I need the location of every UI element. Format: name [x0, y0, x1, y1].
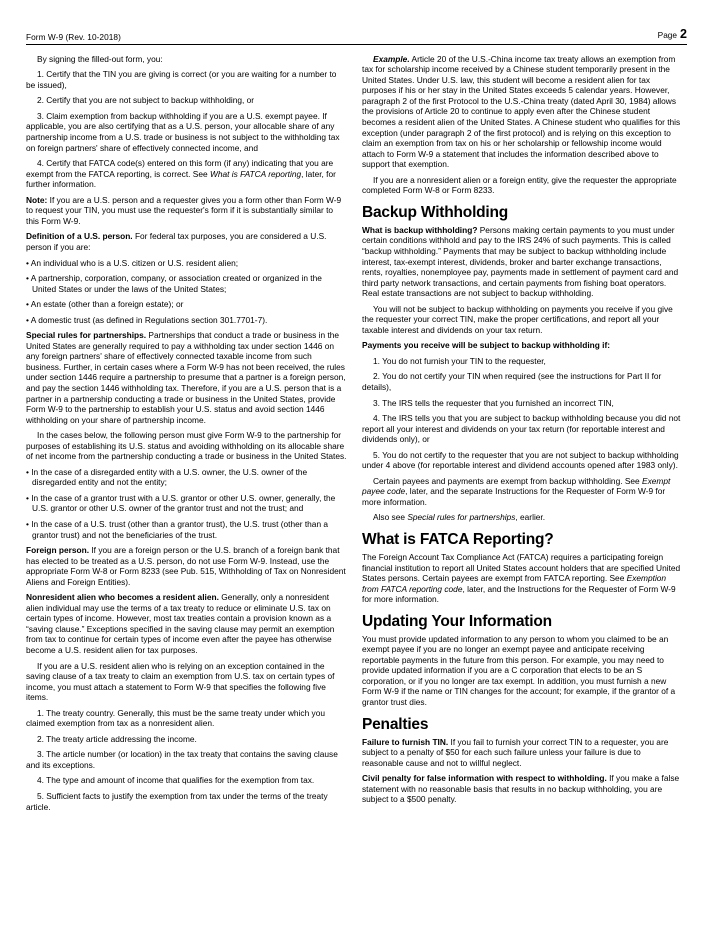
civil-penalty-label: Civil penalty for false information with respect to withholding. [362, 773, 607, 784]
certain-payees-text-b: , later, and the separate Instructions for the Requester of Form W-9 for more information. [362, 486, 666, 507]
bullet-us-trust: • In the case of a U.S. trust (other than a grantor trust), the U.S. trust (other than a grantor trust) and not the beneficiaries of the trust. [26, 518, 329, 540]
nonresident-alien-label: Nonresident alien who becomes a resident alien. [26, 592, 219, 603]
heading-penalties: Penalties [362, 715, 429, 733]
bullet-individual: • An individual who is a U.S. citizen or U.S. resident alien; [26, 257, 239, 268]
paragraph-five-items-1: 1. The treaty country. Generally, this must be the same treaty under which you claimed exemption from tax as a nonresident alien. [26, 707, 325, 729]
bullet-domestic-trust: • A domestic trust (as defined in Regulations section 301.7701-7). [26, 314, 268, 325]
fatca-exemption-ref: Exemption from FATCA reporting code [362, 573, 667, 594]
paragraph-definition-us-person [26, 231, 348, 252]
paragraph-special-rules-partnerships [26, 330, 348, 425]
foreign-person-label: Foreign person. [26, 545, 90, 556]
paragraph-certify-4 [26, 158, 348, 190]
paragraph-relying-exception: If you are a U.S. resident alien who is relying on an exception contained in the saving clause of a tax treaty to claim an exemption from U.S. tax on certain types of income, you must attach a statement to Form W-9 that specifies the following five items. [26, 660, 335, 703]
paragraph-backup-item-3: 3. The IRS tells the requester that you furnished an incorrect TIN, [373, 397, 614, 408]
what-is-backup-label: What is backup withholding? [362, 224, 478, 235]
paragraph-nonresident-alien [26, 592, 348, 655]
page-header [26, 28, 687, 45]
paragraph-certify-3: 3. Claim exemption from backup withholding if you are a U.S. exempt payee. If applicable, you are also certifying that as a U.S. person, your allocable share of any partnership income from a U.S. trade or business is not subject to the withholding tax on foreign partners' share of effectively connected income, and [26, 110, 340, 153]
paragraph-not-subject: You will not be subject to backup withholding on payments you receive if you give the requester your correct TIN, make the proper certifications, and report all your taxable interest and dividends on your tax return. [362, 303, 673, 335]
special-rules-label: Special rules for partnerships. [26, 330, 147, 341]
paragraph-what-is-backup-withholding [362, 225, 684, 299]
fatca-text-b: , later, and the Instructions for the Requester of Form W-9 for more information. [362, 583, 676, 605]
bullet-disregarded-entity: • In the case of a disregarded entity with a U.S. owner, the U.S. owner of the disregarded entity and not the entity; [26, 466, 308, 488]
paragraph-signing-intro: By signing the filled-out form, you: [37, 53, 163, 64]
paragraph-five-items-4: 4. The type and amount of income that qualifies for the exemption from tax. [37, 775, 315, 786]
bullet-estate: • An estate (other than a foreign estate); or [26, 299, 184, 310]
bullet-partnership: • A partnership, corporation, company, or association created or organized in the United States or under the laws of the United States; [26, 273, 322, 294]
paragraph-fatca-body [362, 552, 684, 605]
page-number-block [658, 28, 687, 42]
special-rules-text: Partnerships that conduct a trade or business in the United States are generally required to pay a withholding tax under section 1446 on any foreign partners' share of effectively connected taxable income from such business. Further, in certain cases where a Form W-9 has not been received, the rules under section 1446 require a partnership to presume that a partner is a foreign person, and pay the section 1446 withholding tax. Therefore, if you are a U.S. person that is a partner in a partnership conducting a trade or business in the United States, provide Form W-9 to the partnership to establish your U.S. status and avoid section 1446 withholding on your share of partnership income. [26, 330, 346, 425]
heading-backup-withholding: Backup Withholding [362, 203, 509, 221]
paragraph-backup-item-2: 2. You do not certify your TIN when required (see the instructions for Part II for details), [362, 371, 662, 392]
definition-text: For federal tax purposes, you are considered a U.S. person if you are: [26, 231, 327, 252]
civil-penalty-text: If you make a false statement with no reasonable basis that results in no backup withholding, you are subject to a $500 penalty. [362, 773, 680, 805]
paragraph-five-items-2: 2. The treaty article addressing the income. [37, 733, 197, 744]
what-is-backup-text: Persons making certain payments to you must under certain conditions withhold and pay to the IRS 24% of such payments. This is called “backup withholding.” Payments that may be subject to backup withholding include interest, tax-exempt interest, dividends, broker and barter exchange transactions, rents, royalties, nonemployee pay, payments made in settlement of payment card and third party network transactions, and certain payments from fishing boat operators. Real estate transactions are not subject to backup withholding. [362, 224, 679, 299]
paragraph-note [26, 195, 348, 227]
paragraph-updating-body: You must provide updated information to any person to whom you claimed to be an exempt payee if you are no longer an exempt payee and anticipate receiving reportable payments in the future from this person. For example, you may need to provide updated information if you are a C corporation that elects to be an S corporation, or if you no longer are tax exempt. In addition, you must furnish a new Form W-9 if the name or TIN changes for the account; for example, if the grantor of a grantor trust dies. [362, 633, 676, 707]
heading-what-is-fatca-reporting: What is FATCA Reporting? [362, 530, 554, 548]
paragraph-nra-foreign-entity: If you are a nonresident alien or a foreign entity, give the requester the appropriate completed Form W-8 or Form 8233. [362, 174, 677, 196]
note-label: Note: [26, 194, 48, 205]
fatca-text-a: The Foreign Account Tax Compliance Act (FATCA) requires a participating foreign financial institution to report all United States account holders that are specified United States persons. Certain payees are exempt from FATCA reporting. See [362, 551, 681, 584]
paragraph-backup-item-1: 1. You do not furnish your TIN to the requester, [373, 355, 546, 366]
certain-payees-text-a: Certain payees and payments are exempt from backup withholding. See [373, 475, 643, 486]
paragraph-backup-item-4: 4. The IRS tells you that you are subject to backup withholding because you did not report all your interest and dividends on your tax return (for reportable interest and dividends only), or [362, 413, 681, 445]
paragraph-also-see [362, 512, 684, 523]
heading-updating-your-information: Updating Your Information [362, 612, 552, 630]
special-rules-ref: Special rules for partnerships [407, 512, 516, 523]
also-see-text-a: Also see [373, 512, 408, 523]
paragraph-certify-1: 1. Certify that the TIN you are giving is correct (or you are waiting for a number to be issued), [26, 69, 337, 90]
failure-to-furnish-text: If you fail to furnish your correct TIN to a requester, you are subject to a penalty of $50 for each such failure unless your failure is due to reasonable cause and not to willful neglect. [362, 736, 669, 768]
nonresident-alien-text: Generally, only a nonresident alien individual may use the terms of a tax treaty to reduce or eliminate U.S. tax on certain types of income. However, most tax treaties contain a provision known as a “saving clause.” Exceptions specified in the saving clause may permit an exemption from tax to continue for certain types of income even after the payee has otherwise become a U.S. resident alien for tax purposes. [26, 592, 335, 655]
exempt-payee-code-ref: Exempt payee code [362, 475, 671, 497]
definition-label: Definition of a U.S. person. [26, 231, 133, 242]
certify-4-italic-ref: What is FATCA reporting [209, 168, 302, 179]
example-text: Article 20 of the U.S.-China income tax treaty allows an exemption from tax for scholarship income received by a Chinese student temporarily present in the United States. Under U.S. law, this student will become a resident alien for tax purposes if his or her stay in the United States exceeds 5 calendar years. However, paragraph 2 of the first Protocol to the U.S.-China treaty (dated April 30, 1984) allows the provisions of Article 20 to continue to apply even after the Chinese student becomes a resident alien of the United States. A Chinese student who qualifies for this exception (under paragraph 2 of the first protocol) and is relying on this exception to claim an exemption from tax on his or her scholarship or fellowship income would attach to Form W-9 a statement that includes the information described above to support that exemption. [362, 53, 681, 170]
certify-4-text-a: 4. Certify that FATCA code(s) entered on this form (if any) indicating that you are exempt from the FATCA reporting, is correct. See [26, 158, 334, 179]
right-column [362, 54, 684, 810]
subject-to-backup-label: Payments you receive will be subject to backup withholding if: [362, 340, 611, 351]
paragraph-cases-below: In the cases below, the following person must give Form W-9 to the partnership for purposes of establishing its U.S. status and avoiding withholding on its allocable share of net income from the partnership conducting a trade or business in the United States. [26, 430, 347, 462]
foreign-person-text: If you are a foreign person or the U.S. branch of a foreign bank that has elected to be treated as a U.S. person, do not use Form W-9. Instead, use the appropriate Form W-8 or Form 8233 (see Pub. 515, Withholding of Tax on Nonresident Aliens and Foreign Entities). [26, 545, 346, 587]
bullet-grantor-trust: • In the case of a grantor trust with a U.S. grantor or other U.S. owner, generally, the U.S. grantor or other U.S. owner of the grantor trust and not the trust; and [26, 492, 336, 514]
paragraph-failure-to-furnish-tin [362, 737, 684, 769]
page-label: Page [657, 30, 678, 40]
failure-to-furnish-label: Failure to furnish TIN. [362, 736, 449, 747]
two-column-body [26, 54, 687, 817]
paragraph-example [362, 54, 684, 170]
certify-4-text-b: , later, for further information. [26, 168, 336, 190]
left-column [26, 54, 348, 817]
paragraph-five-items-3: 3. The article number (or location) in the tax treaty that contains the saving clause and its exceptions. [26, 749, 338, 770]
paragraph-five-items-5: 5. Sufficient facts to justify the exemption from tax under the terms of the treaty article. [26, 791, 328, 812]
paragraph-backup-item-5: 5. You do not certify to the requester that you are not subject to backup withholding under 4 above (for reportable interest and dividend accounts opened after 1983 only). [362, 449, 679, 471]
paragraph-certain-payees [362, 476, 684, 508]
example-label: Example. [373, 53, 410, 64]
paragraph-civil-penalty [362, 773, 684, 805]
page-number: 2 [680, 27, 687, 41]
paragraph-subject-heading [362, 340, 684, 351]
note-text: If you are a U.S. person and a requester gives you a form other than Form W-9 to request your TIN, you must use the requester's form if it is substantially similar to this Form W-9. [26, 194, 342, 226]
paragraph-certify-2: 2. Certify that you are not subject to backup withholding, or [37, 95, 255, 106]
also-see-text-b: , earlier. [515, 512, 546, 523]
form-identifier: Form W-9 (Rev. 10-2018) [26, 31, 121, 42]
paragraph-foreign-person [26, 545, 348, 587]
